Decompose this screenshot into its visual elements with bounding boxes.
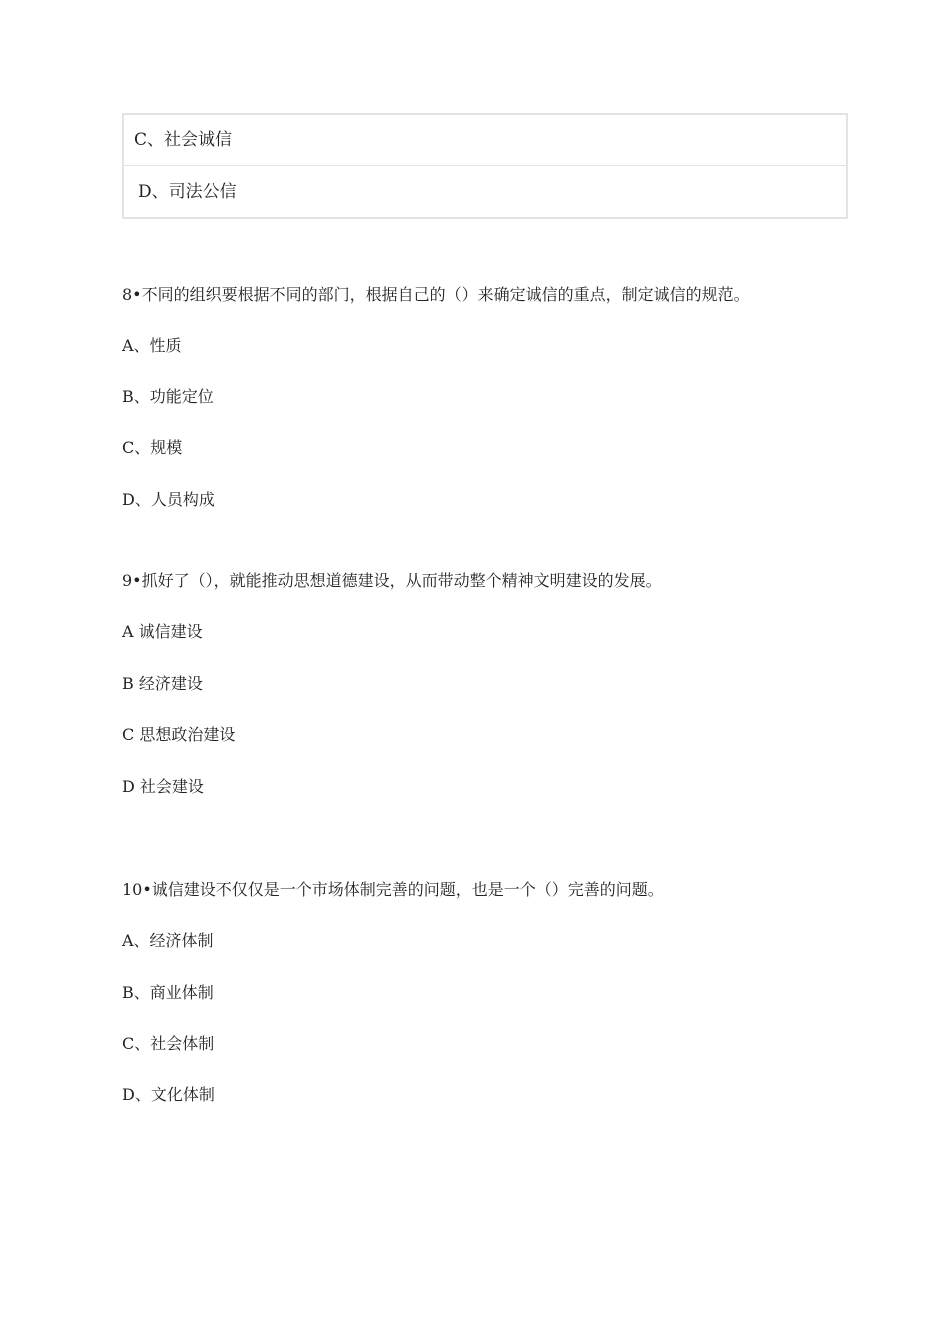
option-a: A、经济体制 [122,931,214,950]
option-a: A、性质 [122,336,182,355]
option-d: D、人员构成 [122,490,215,509]
option-b: B、功能定位 [122,387,214,406]
table-row-option-c: C、社会诚信 [124,115,846,166]
question-text: 8•不同的组织要根据不同的部门，根据自己的（）来确定诚信的重点，制定诚信的规范。 [122,285,750,304]
option-b: B、商业体制 [122,983,214,1002]
question-text: 10•诚信建设不仅仅是一个市场体制完善的问题，也是一个（）完善的问题。 [122,880,664,899]
option-c: C 思想政治建设 [122,725,236,744]
option-b: B 经济建设 [122,674,203,693]
question-text: 9•抓好了（），就能推动思想道德建设，从而带动整个精神文明建设的发展。 [122,571,662,590]
table-row-option-d: D、司法公信 [138,182,237,202]
option-c: C、社会体制 [122,1034,215,1053]
option-d: D、文化体制 [122,1085,215,1104]
option-d: D 社会建设 [122,777,204,796]
option-c: C、规模 [122,438,183,457]
option-a: A 诚信建设 [122,622,203,641]
options-table [122,113,848,219]
